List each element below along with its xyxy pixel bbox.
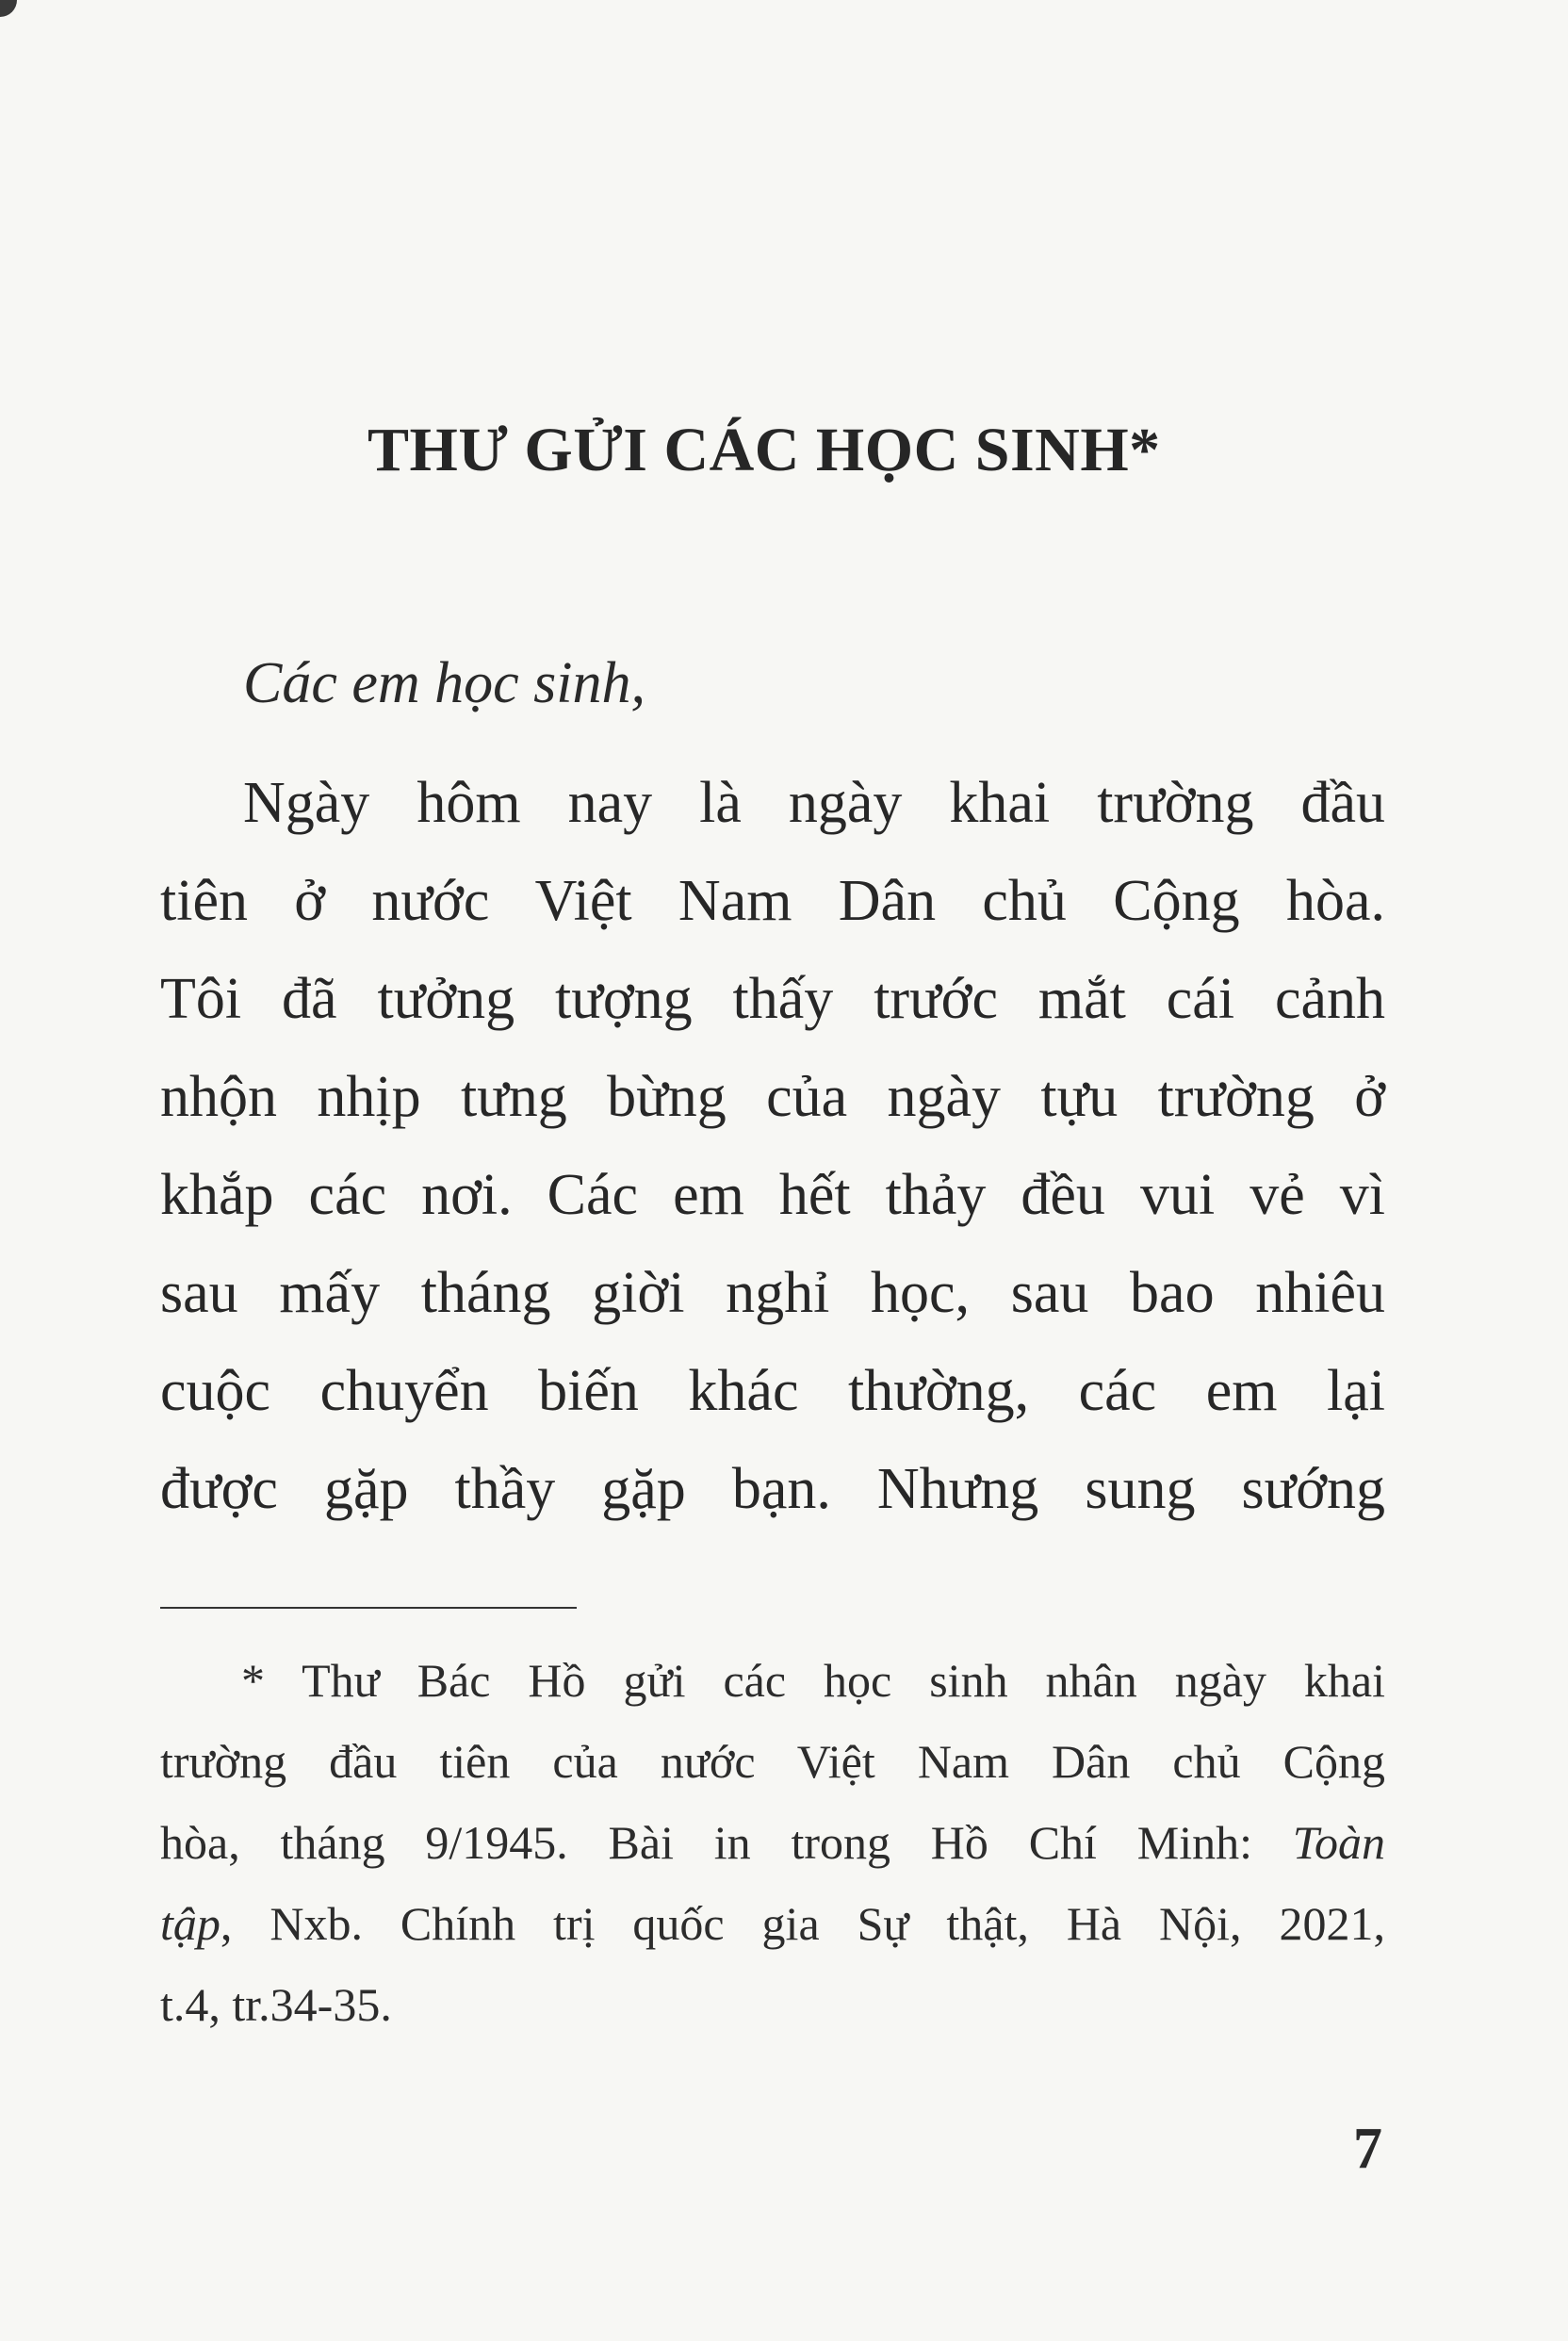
body-line: cuộc chuyển biến khác thường, các em lại — [160, 1359, 1385, 1423]
footnote-line: trường đầu tiên của nước Việt Nam Dân chủ Cộng — [160, 1735, 1385, 1788]
body-line: tiên ở nước Việt Nam Dân chủ Cộng hòa. — [160, 869, 1385, 933]
body-line: được gặp thầy gặp bạn. Nhưng sung sướng — [160, 1457, 1385, 1521]
footnote-italic-text: tập — [160, 1897, 220, 1950]
salutation: Các em học sinh, — [243, 651, 646, 715]
body-line: khắp các nơi. Các em hết thảy đều vui vẻ vì — [160, 1163, 1385, 1227]
body-line: nhộn nhịp tưng bừng của ngày tựu trường ở — [160, 1065, 1385, 1129]
footnote-line — [160, 1883, 1385, 1964]
page-title: THƯ GỬI CÁC HỌC SINH* — [368, 416, 1161, 484]
footnote-line — [160, 1802, 1385, 1883]
footnote-text: , Nxb. Chính trị quốc gia Sự thật, Hà Nội, 2021, — [220, 1897, 1385, 1950]
body-line: Ngày hôm nay là ngày khai trường đầu — [243, 771, 1385, 835]
footnote-divider — [160, 1607, 577, 1609]
footnote — [160, 1640, 1385, 2045]
footnote-text: hòa, tháng 9/1945. Bài in trong Hồ Chí Minh: — [160, 1816, 1293, 1869]
footnote-line: * Thư Bác Hồ gửi các học sinh nhân ngày khai — [241, 1654, 1385, 1707]
page-number: 7 — [1353, 2117, 1382, 2181]
body-text — [160, 754, 1385, 1538]
page-corner-shadow — [0, 0, 17, 17]
body-line: sau mấy tháng giời nghỉ học, sau bao nhiêu — [160, 1261, 1385, 1325]
footnote-line: t.4, tr.34-35. — [160, 1978, 392, 2031]
body-line: Tôi đã tưởng tượng thấy trước mắt cái cảnh — [160, 967, 1385, 1031]
footnote-italic-text: Toàn — [1292, 1816, 1385, 1869]
